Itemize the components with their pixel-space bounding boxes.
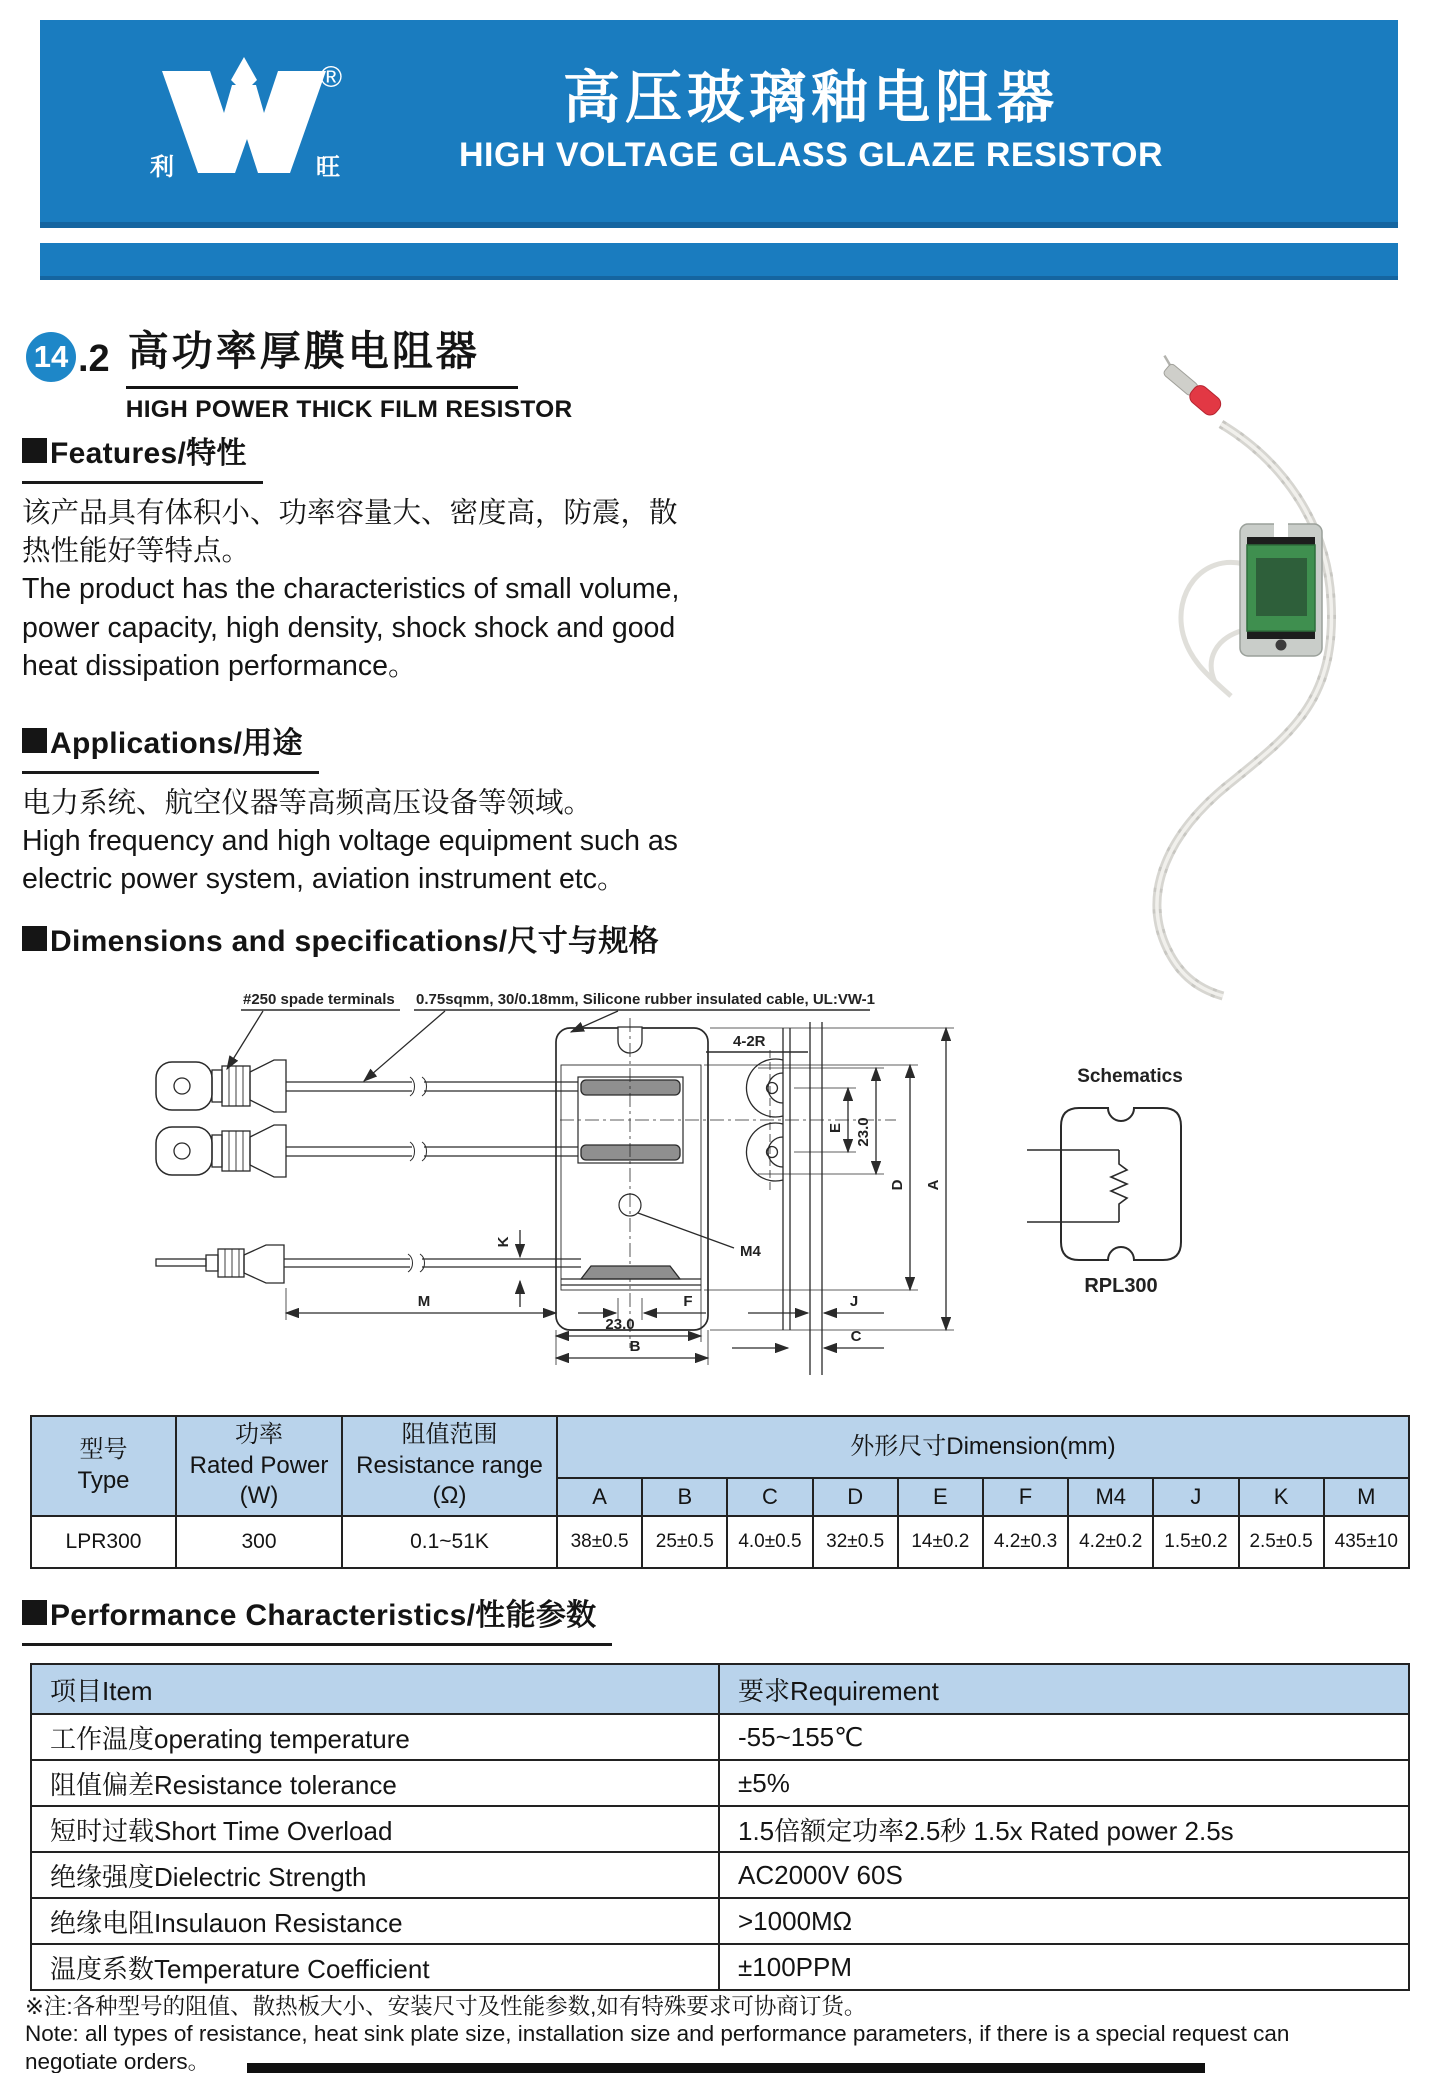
applications-text-en: High frequency and high voltage equipment such as electric power system, aviation instrument etc。 xyxy=(22,825,678,896)
spec-range-value: 0.1~51K xyxy=(342,1516,557,1568)
dimensions-heading-label: Dimensions and specifications/尺寸与规格 xyxy=(50,925,659,958)
performance-table xyxy=(30,1663,1410,1991)
dim-a-label: A xyxy=(925,1179,942,1191)
perf-row: 温度系数Temperature Coefficient ±100PPM xyxy=(31,1944,1409,1990)
footnote xyxy=(25,1993,1325,2073)
performance-heading xyxy=(22,1590,612,1646)
features-heading xyxy=(22,428,263,484)
spec-col-power: 功率 Rated Power (W) xyxy=(176,1416,342,1516)
svg-text:K: K xyxy=(495,1236,512,1248)
spec-data-row: LPR300 300 0.1~51K 38±0.5 25±0.5 4.0±0.5 32±0.5 14±0.2 4.2±0.3 4.2±0.2 1.5±0.2 2.5±0.5 435±10 xyxy=(31,1516,1409,1568)
applications-heading xyxy=(22,718,319,774)
bottom-bar xyxy=(247,2063,1205,2073)
resistor-symbol xyxy=(1027,1150,1127,1222)
product-photo xyxy=(1025,332,1425,1017)
dim-k xyxy=(495,1230,520,1307)
section-bullet-icon xyxy=(22,438,47,463)
perf-row: 阻值偏差Resistance tolerance ±5% xyxy=(31,1760,1409,1806)
features-text-en: The product has the characteristics of small volume, power capacity, high density, shock shock and good heat dissipation performance。 xyxy=(22,573,680,682)
logo-char-right: 旺 xyxy=(316,153,340,181)
registered-mark: ® xyxy=(320,60,343,94)
resistor-photo xyxy=(1240,522,1322,656)
pad-side-view xyxy=(284,1254,701,1285)
dim-c-label: C xyxy=(850,1328,862,1345)
section-title-en: HIGH POWER THICK FILM RESISTOR xyxy=(125,396,573,423)
spade-terminal-side-view xyxy=(156,1245,284,1283)
m4-label: M4 xyxy=(740,1243,761,1260)
dimensions-heading xyxy=(22,916,675,969)
spade-terminals-label: #250 spade terminals xyxy=(243,991,395,1008)
section-bullet-icon xyxy=(22,1600,47,1625)
banner-titles xyxy=(344,67,1278,175)
centerlines xyxy=(560,1018,896,1348)
spec-col-type: 型号 Type xyxy=(31,1416,176,1516)
dim-e-label: E xyxy=(827,1122,844,1134)
cable-spec-label: 0.75sqmm, 30/0.18mm, Silicone rubber insulated cable, UL:VW-1 xyxy=(416,991,876,1008)
section-14-2 xyxy=(26,318,573,424)
product-cable xyxy=(1157,424,1332,996)
red-spade-terminal xyxy=(1153,354,1224,418)
applications-text xyxy=(22,784,694,899)
dim-b-label: B xyxy=(629,1338,641,1355)
section-bullet-icon xyxy=(22,926,47,951)
spec-table xyxy=(30,1415,1410,1569)
spade-terminal-lower xyxy=(156,1125,286,1177)
section-bullet-icon xyxy=(22,728,47,753)
brand-logo xyxy=(148,55,344,188)
section-title-zh: 高功率厚膜电阻器 xyxy=(126,318,518,389)
perf-row: 绝缘强度Dielectric Strength AC2000V 60S xyxy=(31,1852,1409,1898)
logo-char-left: 利 xyxy=(150,153,174,181)
spec-col-range: 阻值范围 Resistance range (Ω) xyxy=(342,1416,557,1516)
section-number-badge: 14 xyxy=(26,332,76,382)
cable-lines xyxy=(286,1077,578,1161)
brand-banner xyxy=(40,20,1398,228)
spec-dim-letter-row: A B C D E F M4 J K M xyxy=(31,1478,1409,1516)
spec-type-value: LPR300 xyxy=(31,1516,176,1568)
applications-text-zh: 电力系统、航空仪器等高频高压设备等领域。 xyxy=(22,787,593,819)
schematic-block xyxy=(1015,1050,1245,1305)
banner-stripe xyxy=(40,243,1398,280)
spec-dim-header: 外形尺寸Dimension(mm) xyxy=(557,1416,1409,1478)
dim-m-label: M xyxy=(417,1293,431,1310)
perf-header-row xyxy=(31,1664,1409,1714)
perf-row: 工作温度operating temperature -55~155℃ xyxy=(31,1714,1409,1760)
dim-f-label: F xyxy=(683,1293,693,1310)
perf-col-req: 要求Requirement xyxy=(719,1664,1409,1714)
features-text-zh: 该产品具有体积小、功率容量大、密度高，防震，散热性能好等特点。 xyxy=(22,497,678,568)
dim-23-bottom-label: 23.0 xyxy=(605,1316,635,1333)
schematics-model: RPL300 xyxy=(1084,1275,1158,1297)
features-text xyxy=(22,494,694,685)
section-number-suffix: .2 xyxy=(78,338,110,380)
four-2r-label: 4-2R xyxy=(733,1033,766,1050)
footnote-zh: ※注:各种型号的阻值、散热板大小、安装尺寸及性能参数,如有特殊要求可协商订货。 xyxy=(25,1994,867,2019)
side-view-lines xyxy=(810,1022,822,1375)
spec-power-value: 300 xyxy=(176,1516,342,1568)
dim-23-vertical-label: 23.0 xyxy=(855,1117,872,1147)
dim-d-label: D xyxy=(889,1179,906,1191)
dimension-drawing xyxy=(148,980,993,1415)
applications-heading-label: Applications/用途 xyxy=(50,727,303,760)
features-heading-label: Features/特性 xyxy=(50,437,247,470)
footnote-en: Note: all types of resistance, heat sink plate size, installation size and performance parameters, if there is a special request can negotiate orders。 xyxy=(25,2021,1290,2073)
perf-col-item: 项目Item xyxy=(31,1664,719,1714)
schematics-title: Schematics xyxy=(1077,1066,1183,1087)
dim-extension-lines-bottom xyxy=(286,1288,708,1365)
perf-row: 短时过载Short Time Overload 1.5倍额定功率2.5秒 1.5x Rated power 2.5s xyxy=(31,1806,1409,1852)
performance-heading-label: Performance Characteristics/性能参数 xyxy=(50,1599,597,1632)
perf-row: 绝缘电阻Insulauon Resistance >1000MΩ xyxy=(31,1898,1409,1944)
banner-title-en: HIGH VOLTAGE GLASS GLAZE RESISTOR xyxy=(458,135,1164,174)
dim-j-label: J xyxy=(849,1293,859,1310)
banner-title-zh: 高压玻璃釉电阻器 xyxy=(563,66,1059,131)
dim-extension-lines-right xyxy=(704,1028,954,1330)
w-logo-icon xyxy=(148,55,344,183)
resistor-package-outline xyxy=(1061,1108,1181,1260)
clamp-features xyxy=(746,1028,790,1330)
spade-terminal-upper xyxy=(156,1060,286,1112)
